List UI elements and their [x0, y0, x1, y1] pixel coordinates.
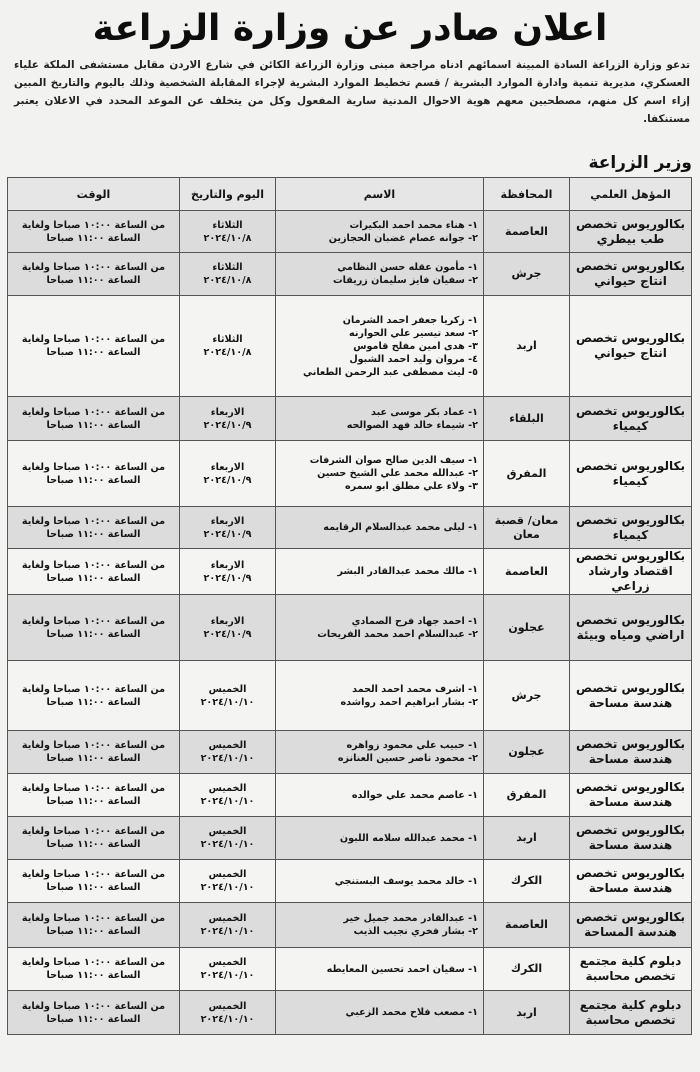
candidate-name: ٣- هدى امين مفلح قاموس — [353, 340, 478, 352]
time-from: من الساعة ١٠:٠٠ صباحا ولغاية — [21, 559, 166, 571]
governorate-cell: عجلون — [484, 595, 570, 661]
time-from: من الساعة ١٠:٠٠ صباحا ولغاية — [21, 740, 166, 751]
time-to: الساعة ١١:٠٠ صباحا — [46, 347, 141, 358]
candidate-name: ١- مالك محمد عبدالقادر البشر — [337, 566, 478, 577]
governorate-cell: عجلون — [484, 731, 570, 774]
qualification-cell: بكالوريوس تخصص طب بيطري — [570, 211, 692, 253]
table-row — [8, 211, 692, 253]
table-row — [8, 507, 692, 549]
time-from: من الساعة ١٠:٠٠ صباحا ولغاية — [21, 461, 166, 473]
names-cell — [276, 595, 484, 661]
day-date-cell — [180, 253, 276, 296]
day-date-cell — [180, 661, 276, 731]
table-row — [8, 860, 692, 903]
day-date-cell — [180, 211, 276, 253]
time-to: الساعة ١١:٠٠ صباحا — [46, 970, 141, 981]
table-row — [8, 549, 692, 595]
time-cell — [8, 948, 180, 991]
date-label: ٢٠٢٤/١٠/١٠ — [200, 926, 255, 937]
time-cell — [8, 549, 180, 595]
names-cell — [276, 549, 484, 595]
date-label: ٢٠٢٤/١٠/٩ — [203, 419, 252, 431]
time-to: الساعة ١١:٠٠ صباحا — [46, 1013, 141, 1025]
time-to: الساعة ١١:٠٠ صباحا — [46, 926, 141, 937]
day-label: الخميس — [208, 783, 247, 794]
candidate-name: ٣- ولاء علي مطلق ابو سمره — [345, 481, 478, 492]
header-name: الاسم — [276, 178, 484, 211]
governorate-cell: المفرق — [484, 441, 570, 507]
qualification-cell: بكالوريوس تخصص هندسة مساحة — [570, 860, 692, 903]
table-row — [8, 903, 692, 948]
header-time: الوقت — [8, 178, 180, 211]
time-to: الساعة ١١:٠٠ صباحا — [46, 696, 141, 708]
governorate-cell: الكرك — [484, 860, 570, 903]
day-date-cell — [180, 296, 276, 397]
day-date-cell — [180, 991, 276, 1035]
candidate-name: ٢- شيماء خالد فهد الصوالحه — [346, 419, 478, 431]
table-row — [8, 991, 692, 1035]
time-cell — [8, 296, 180, 397]
candidate-name: ٥- ليث مصطفى عبد الرحمن الطعاني — [303, 366, 478, 378]
names-cell — [276, 507, 484, 549]
day-date-cell — [180, 549, 276, 595]
time-from: من الساعة ١٠:٠٠ صباحا ولغاية — [21, 1000, 166, 1012]
names-cell — [276, 397, 484, 441]
candidate-name: ١- هناء محمد احمد البكيرات — [349, 219, 478, 231]
date-label: ٢٠٢٤/١٠/٨ — [203, 347, 252, 358]
day-label: الخميس — [208, 826, 247, 837]
qualification-cell: بكالوريوس تخصص اقتصاد وارشاد زراعي — [570, 549, 692, 595]
date-label: ٢٠٢٤/١٠/٨ — [203, 232, 252, 244]
governorate-cell: اربد — [484, 991, 570, 1035]
day-date-cell — [180, 948, 276, 991]
governorate-cell: اربد — [484, 817, 570, 860]
candidate-name: ١- مأمون عقله حسن النظامي — [337, 262, 478, 273]
day-date-cell — [180, 860, 276, 903]
candidate-name: ٢- جوانه عصام غضبان الحجازين — [328, 232, 478, 244]
time-cell — [8, 991, 180, 1035]
time-from: من الساعة ١٠:٠٠ صباحا ولغاية — [21, 869, 166, 880]
time-cell — [8, 817, 180, 860]
time-from: من الساعة ١٠:٠٠ صباحا ولغاية — [21, 515, 166, 527]
candidate-name: ١- ليلى محمد عبدالسلام الرقايمه — [323, 522, 478, 533]
time-from: من الساعة ١٠:٠٠ صباحا ولغاية — [21, 219, 166, 231]
candidate-name: ١- خالد محمد يوسف البستنجي — [334, 875, 478, 887]
day-label: الثلاثاء — [212, 262, 243, 273]
table-row — [8, 253, 692, 296]
governorate-cell: البلقاء — [484, 397, 570, 441]
governorate-cell: العاصمة — [484, 903, 570, 948]
time-to: الساعة ١١:٠٠ صباحا — [46, 628, 141, 640]
names-cell — [276, 296, 484, 397]
time-cell — [8, 211, 180, 253]
header-qualification: المؤهل العلمي — [570, 178, 692, 211]
names-cell — [276, 441, 484, 507]
day-date-cell — [180, 774, 276, 817]
time-to: الساعة ١١:٠٠ صباحا — [46, 474, 141, 486]
day-date-cell — [180, 817, 276, 860]
time-from: من الساعة ١٠:٠٠ صباحا ولغاية — [21, 683, 166, 695]
candidate-name: ١- حبيب علي محمود زواهره — [346, 740, 478, 751]
time-to: الساعة ١١:٠٠ صباحا — [46, 796, 141, 807]
candidate-name: ١- سيف الدين صالح صوان الشرفات — [309, 455, 478, 466]
interview-table — [7, 177, 692, 1035]
day-label: الخميس — [208, 913, 247, 924]
time-to: الساعة ١١:٠٠ صباحا — [46, 419, 141, 431]
candidate-name: ١- عاصم محمد علي خوالده — [351, 789, 478, 801]
day-label: الثلاثاء — [212, 334, 243, 345]
table-row — [8, 595, 692, 661]
date-label: ٢٠٢٤/١٠/١٠ — [200, 970, 255, 981]
governorate-cell: الكرك — [484, 948, 570, 991]
names-cell — [276, 211, 484, 253]
qualification-cell: بكالوريوس تخصص هندسة مساحة — [570, 661, 692, 731]
table-header-row — [8, 178, 692, 211]
table-row — [8, 774, 692, 817]
table-row — [8, 948, 692, 991]
time-from: من الساعة ١٠:٠٠ صباحا ولغاية — [21, 957, 166, 968]
date-label: ٢٠٢٤/١٠/٩ — [203, 572, 252, 584]
candidate-name: ١- مصعب فلاح محمد الزعبي — [345, 1007, 478, 1018]
time-cell — [8, 397, 180, 441]
time-cell — [8, 507, 180, 549]
minister-signature: وزير الزراعة — [588, 153, 692, 173]
candidate-name: ٢- بشار ابراهيم احمد رواشده — [340, 696, 478, 708]
names-cell — [276, 661, 484, 731]
time-to: الساعة ١١:٠٠ صباحا — [46, 528, 141, 540]
date-label: ٢٠٢٤/١٠/١٠ — [200, 796, 255, 807]
candidate-name: ١- عماد بكر موسى عبد — [371, 406, 478, 418]
time-to: الساعة ١١:٠٠ صباحا — [46, 232, 141, 244]
names-cell — [276, 903, 484, 948]
names-cell — [276, 253, 484, 296]
qualification-cell: بكالوريوس تخصص هندسة مساحة — [570, 774, 692, 817]
page-title: اعلان صادر عن وزارة الزراعة — [92, 8, 608, 49]
qualification-cell: بكالوريوس تخصص هندسة مساحة — [570, 731, 692, 774]
table-row — [8, 397, 692, 441]
table-row — [8, 817, 692, 860]
date-label: ٢٠٢٤/١٠/٩ — [203, 528, 252, 540]
time-to: الساعة ١١:٠٠ صباحا — [46, 882, 141, 893]
qualification-cell: بكالوريوس تخصص انتاج حيواني — [570, 296, 692, 397]
qualification-cell: بكالوريوس تخصص هندسة المساحة — [570, 903, 692, 948]
day-date-cell — [180, 595, 276, 661]
day-label: الاربعاء — [210, 515, 245, 527]
candidate-name: ٢- بشار فخري نجيب الذيب — [353, 926, 478, 937]
day-label: الخميس — [208, 869, 247, 880]
intro-paragraph: تدعو وزارة الزراعة السادة المبينة اسمائهم ادناه مراجعة مبنى وزارة الزراعة الكائن في شارع الاردن مقابل مستشفى الملكة علياء العسكري، مديرية تنمية وادارة الموارد البشرية / قسم تخطيط الموارد البشرية لإجراء المقابلة الشخصية وذلك باليوم والتاريخ المبين إزاء اسم كل منهم، مصطحبين معهم هوية الاحوال المدنية سارية المفعول وكل من يتخلف عن الموعد المحدد في الاعلان يعتبر مستنكفا. — [14, 59, 690, 125]
day-label: الثلاثاء — [212, 219, 243, 231]
governorate-cell: العاصمة — [484, 549, 570, 595]
candidate-name: ٢- سعد تيسير علي الحوارنه — [349, 327, 478, 339]
qualification-cell: بكالوريوس تخصص كيمياء — [570, 441, 692, 507]
qualification-cell: بكالوريوس تخصص كيمياء — [570, 397, 692, 441]
qualification-cell: بكالوريوس تخصص انتاج حيواني — [570, 253, 692, 296]
candidate-name: ٤- مروان وليد احمد الشبول — [349, 353, 478, 365]
day-date-cell — [180, 507, 276, 549]
candidate-name: ٢- سفيان فايز سليمان زريقات — [333, 275, 478, 286]
table-row — [8, 296, 692, 397]
candidate-name: ١- احمد جهاد فرح الصمادي — [351, 615, 478, 627]
candidate-name: ٢- محمود ناصر حسين العنانزه — [337, 753, 478, 764]
names-cell — [276, 817, 484, 860]
candidate-name: ١- زكريا جعفر احمد الشرمان — [342, 314, 478, 326]
candidate-name: ٢- عبدالله محمد علي الشيخ حسين — [317, 468, 478, 479]
date-label: ٢٠٢٤/١٠/١٠ — [200, 839, 255, 850]
day-date-cell — [180, 903, 276, 948]
qualification-cell: دبلوم كلية مجتمع تخصص محاسبة — [570, 948, 692, 991]
candidate-name: ٢- عبدالسلام احمد محمد الفريحات — [317, 628, 478, 640]
candidate-name: ١- اشرف محمد احمد الحمد — [352, 683, 478, 695]
date-label: ٢٠٢٤/١٠/٩ — [203, 628, 252, 640]
day-label: الاربعاء — [210, 615, 245, 627]
day-label: الخميس — [208, 740, 247, 751]
time-cell — [8, 860, 180, 903]
day-label: الاربعاء — [210, 461, 245, 473]
time-cell — [8, 774, 180, 817]
names-cell — [276, 774, 484, 817]
day-label: الاربعاء — [210, 406, 245, 418]
day-date-cell — [180, 731, 276, 774]
day-date-cell — [180, 441, 276, 507]
governorate-cell: المفرق — [484, 774, 570, 817]
time-to: الساعة ١١:٠٠ صباحا — [46, 572, 141, 584]
governorate-cell: جرش — [484, 661, 570, 731]
time-cell — [8, 253, 180, 296]
qualification-cell: دبلوم كلية مجتمع تخصص محاسبة — [570, 991, 692, 1035]
date-label: ٢٠٢٤/١٠/٩ — [203, 474, 252, 486]
candidate-name: ١- عبدالقادر محمد جميل خير — [343, 913, 478, 924]
qualification-cell: بكالوريوس تخصص كيمياء — [570, 507, 692, 549]
time-from: من الساعة ١٠:٠٠ صباحا ولغاية — [21, 406, 166, 418]
day-date-cell — [180, 397, 276, 441]
names-cell — [276, 860, 484, 903]
time-to: الساعة ١١:٠٠ صباحا — [46, 839, 141, 850]
time-cell — [8, 595, 180, 661]
header-governorate: المحافظة — [484, 178, 570, 211]
time-cell — [8, 903, 180, 948]
date-label: ٢٠٢٤/١٠/١٠ — [200, 882, 255, 893]
time-from: من الساعة ١٠:٠٠ صباحا ولغاية — [21, 783, 166, 794]
date-label: ٢٠٢٤/١٠/١٠ — [200, 1013, 255, 1025]
header-day-date: اليوم والتاريخ — [180, 178, 276, 211]
time-from: من الساعة ١٠:٠٠ صباحا ولغاية — [21, 826, 166, 837]
governorate-cell: جرش — [484, 253, 570, 296]
time-cell — [8, 441, 180, 507]
day-label: الخميس — [208, 683, 247, 695]
names-cell — [276, 948, 484, 991]
time-from: من الساعة ١٠:٠٠ صباحا ولغاية — [21, 334, 166, 345]
time-from: من الساعة ١٠:٠٠ صباحا ولغاية — [21, 615, 166, 627]
time-from: من الساعة ١٠:٠٠ صباحا ولغاية — [21, 262, 166, 273]
time-cell — [8, 661, 180, 731]
names-cell — [276, 731, 484, 774]
governorate-cell: العاصمة — [484, 211, 570, 253]
time-to: الساعة ١١:٠٠ صباحا — [46, 275, 141, 286]
table-row — [8, 661, 692, 731]
governorate-cell: معان/ قصبة معان — [484, 507, 570, 549]
date-label: ٢٠٢٤/١٠/١٠ — [200, 753, 255, 764]
date-label: ٢٠٢٤/١٠/١٠ — [200, 696, 255, 708]
governorate-cell: اربد — [484, 296, 570, 397]
time-from: من الساعة ١٠:٠٠ صباحا ولغاية — [21, 913, 166, 924]
day-label: الاربعاء — [210, 559, 245, 571]
time-to: الساعة ١١:٠٠ صباحا — [46, 753, 141, 764]
qualification-cell: بكالوريوس تخصص هندسة مساحة — [570, 817, 692, 860]
names-cell — [276, 991, 484, 1035]
table-row — [8, 441, 692, 507]
date-label: ٢٠٢٤/١٠/٨ — [203, 275, 252, 286]
day-label: الخميس — [208, 1000, 247, 1012]
candidate-name: ١- محمد عبدالله سلامه اللبون — [339, 832, 478, 844]
day-label: الخميس — [208, 957, 247, 968]
time-cell — [8, 731, 180, 774]
qualification-cell: بكالوريوس تخصص اراضي ومياه وبيئة — [570, 595, 692, 661]
candidate-name: ١- سفيان احمد تحسين المعايطه — [326, 963, 478, 975]
table-body — [8, 211, 692, 1035]
table-row — [8, 731, 692, 774]
